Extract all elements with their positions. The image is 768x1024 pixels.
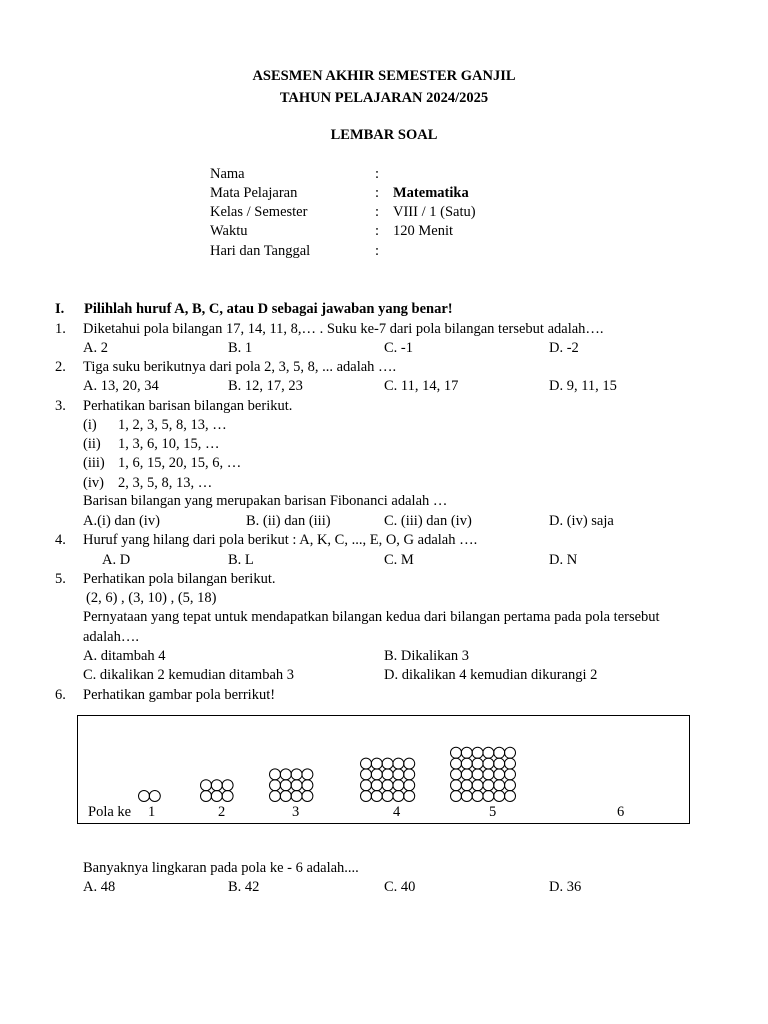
pattern-circle (404, 769, 415, 780)
option-c: C. dikalikan 2 kemudian ditambah 3 (83, 667, 295, 683)
question-number: 3. (55, 398, 66, 414)
question-number: 1. (55, 321, 66, 337)
info-colon: : (375, 204, 380, 220)
pattern-number-3: 3 (292, 804, 300, 820)
pattern-circle (461, 791, 472, 802)
pattern-circle (494, 747, 505, 758)
pattern-circle (371, 769, 382, 780)
option-a: A.(i) dan (iv) (83, 513, 160, 529)
pattern-circle (494, 769, 505, 780)
option-b: B. L (228, 552, 254, 568)
pattern-circle (483, 769, 494, 780)
option-c: C. M (384, 552, 414, 568)
option-b: B. (ii) dan (iii) (246, 513, 331, 529)
option-d: D. 9, 11, 15 (549, 378, 617, 394)
pattern-circle (371, 791, 382, 802)
pattern-circle (451, 758, 462, 769)
pattern-circle (382, 791, 393, 802)
pattern-circle (505, 780, 516, 791)
pattern-circle (483, 791, 494, 802)
pattern-circle (222, 780, 233, 791)
question-text: Perhatikan pola bilangan berikut. (83, 571, 276, 587)
question-statement-cont: adalah…. (83, 629, 139, 645)
pattern-circle (291, 791, 302, 802)
pattern-4-circles (361, 758, 415, 801)
exam-title: ASESMEN AKHIR SEMESTER GANJIL (252, 68, 516, 84)
pattern-circle (461, 769, 472, 780)
pattern-circle (371, 758, 382, 769)
question-text: Perhatikan barisan bilangan berikut. (83, 398, 293, 414)
pattern-circle (302, 780, 313, 791)
pattern-circle (451, 747, 462, 758)
sequence-roman: (iv) (83, 475, 104, 491)
pattern-circle (361, 758, 372, 769)
option-d: D. N (549, 552, 578, 568)
circle-pattern-drawing (78, 716, 689, 823)
option-b: B. Dikalikan 3 (384, 648, 469, 664)
question-prompt: Barisan bilangan yang merupakan barisan Fibonanci adalah … (83, 493, 448, 509)
pattern-circle (291, 780, 302, 791)
pattern-circle (451, 791, 462, 802)
pattern-circle (361, 791, 372, 802)
sequence-roman: (iii) (83, 455, 105, 471)
pattern-circle (451, 780, 462, 791)
info-colon: : (375, 166, 380, 182)
pattern-circle (472, 769, 483, 780)
info-label-time: Waktu (210, 223, 248, 239)
academic-year: TAHUN PELAJARAN 2024/2025 (279, 90, 489, 106)
option-b: B. 42 (228, 879, 260, 895)
question-text: Diketahui pola bilangan 17, 14, 11, 8,… . Suku ke-7 dari pola bilangan tersebut adalah…. (83, 321, 604, 337)
pattern-circle (393, 769, 404, 780)
info-label-date: Hari dan Tanggal (210, 243, 311, 259)
question-number: 6. (55, 687, 66, 703)
pattern-circle (461, 758, 472, 769)
option-c: C. -1 (384, 340, 413, 356)
pattern-circle (483, 747, 494, 758)
question-prompt: Banyaknya lingkaran pada pola ke - 6 adalah.... (83, 860, 359, 876)
info-colon: : (375, 243, 380, 259)
info-value-time: 120 Menit (393, 223, 454, 239)
info-label-name: Nama (210, 166, 245, 182)
pattern-circle (302, 769, 313, 780)
pattern-5-circles (451, 747, 516, 801)
pattern-circle (361, 780, 372, 791)
pattern-circle (494, 780, 505, 791)
pattern-circle (483, 758, 494, 769)
sequence-roman: (i) (83, 417, 97, 433)
section-instruction: Pilihlah huruf A, B, C, atau D sebagai jawaban yang benar! (84, 301, 453, 317)
option-d: D. (iv) saja (549, 513, 614, 529)
pattern-circle (494, 758, 505, 769)
option-a: A. ditambah 4 (83, 648, 166, 664)
question-number: 4. (55, 532, 66, 548)
question-text: Perhatikan gambar pola berrikut! (83, 687, 276, 703)
sequence-values: 1, 6, 15, 20, 15, 6, … (118, 455, 242, 471)
pattern-number-5: 5 (489, 804, 497, 820)
pattern-circle (461, 780, 472, 791)
pattern-circle (505, 769, 516, 780)
option-d: D. 36 (549, 879, 582, 895)
pattern-1-circles (139, 791, 161, 802)
pattern-circle (270, 780, 281, 791)
option-a: A. 48 (83, 879, 116, 895)
pattern-circle (382, 780, 393, 791)
pattern-circle (291, 769, 302, 780)
pattern-circle (211, 780, 222, 791)
info-colon: : (375, 185, 380, 201)
pattern-circle (404, 758, 415, 769)
option-d: D. dikalikan 4 kemudian dikurangi 2 (384, 667, 598, 683)
sequence-roman: (ii) (83, 436, 101, 452)
option-d: D. -2 (549, 340, 579, 356)
pattern-3-circles (270, 769, 313, 802)
section-number: I. (55, 301, 65, 317)
pattern-circle (201, 780, 212, 791)
info-label-subject: Mata Pelajaran (210, 185, 298, 201)
option-b: B. 12, 17, 23 (228, 378, 303, 394)
pattern-circle (280, 791, 291, 802)
question-statement: Pernyataan yang tepat untuk mendapatkan bilangan kedua dari bilangan pertama pada pola tersebut (83, 609, 660, 625)
option-a: A. 2 (83, 340, 108, 356)
option-c: C. 11, 14, 17 (384, 378, 459, 394)
info-colon: : (375, 223, 380, 239)
pattern-circle (149, 791, 160, 802)
pattern-circle (371, 780, 382, 791)
option-a: A. 13, 20, 34 (83, 378, 159, 394)
pattern-circle (393, 780, 404, 791)
pattern-circle (211, 791, 222, 802)
pattern-circle (393, 791, 404, 802)
option-c: C. (iii) dan (iv) (384, 513, 472, 529)
pattern-circle (404, 791, 415, 802)
number-pairs: (2, 6) , (3, 10) , (5, 18) (86, 590, 217, 606)
sequence-values: 1, 3, 6, 10, 15, … (118, 436, 220, 452)
pattern-label: Pola ke (88, 804, 132, 820)
pattern-circle (361, 769, 372, 780)
pattern-number-6: 6 (617, 804, 625, 820)
pattern-circle (222, 791, 233, 802)
option-b: B. 1 (228, 340, 253, 356)
pattern-circle (461, 747, 472, 758)
pattern-circle (472, 780, 483, 791)
sequence-values: 1, 2, 3, 5, 8, 13, … (118, 417, 227, 433)
pattern-circle (382, 758, 393, 769)
pattern-circle (483, 780, 494, 791)
info-value-class: VIII / 1 (Satu) (393, 204, 476, 220)
pattern-number-2: 2 (218, 804, 226, 820)
info-label-class: Kelas / Semester (210, 204, 308, 220)
question-text: Tiga suku berikutnya dari pola 2, 3, 5, 8, ... adalah …. (83, 359, 397, 375)
pattern-circle (139, 791, 150, 802)
pattern-figure (77, 715, 690, 824)
sequence-values: 2, 3, 5, 8, 13, … (118, 475, 213, 491)
pattern-circle (270, 769, 281, 780)
pattern-circle (270, 791, 281, 802)
pattern-circle (505, 758, 516, 769)
pattern-circle (280, 780, 291, 791)
pattern-circle (280, 769, 291, 780)
pattern-circle (382, 769, 393, 780)
pattern-number-4: 4 (393, 804, 401, 820)
option-c: C. 40 (384, 879, 416, 895)
option-a: A. D (102, 552, 131, 568)
pattern-circle (472, 758, 483, 769)
pattern-number-1: 1 (148, 804, 156, 820)
pattern-circle (505, 747, 516, 758)
pattern-circle (472, 747, 483, 758)
pattern-circle (494, 791, 505, 802)
info-value-subject: Matematika (393, 185, 469, 201)
pattern-circle (201, 791, 212, 802)
question-text: Huruf yang hilang dari pola berikut : A, K, C, ..., E, O, G adalah …. (83, 532, 478, 548)
pattern-circle (451, 769, 462, 780)
pattern-circle (472, 791, 483, 802)
pattern-circle (404, 780, 415, 791)
question-number: 2. (55, 359, 66, 375)
pattern-circle (393, 758, 404, 769)
pattern-circle (302, 791, 313, 802)
pattern-circle (505, 791, 516, 802)
sheet-title: LEMBAR SOAL (330, 127, 438, 143)
pattern-2-circles (201, 780, 234, 802)
question-number: 5. (55, 571, 66, 587)
